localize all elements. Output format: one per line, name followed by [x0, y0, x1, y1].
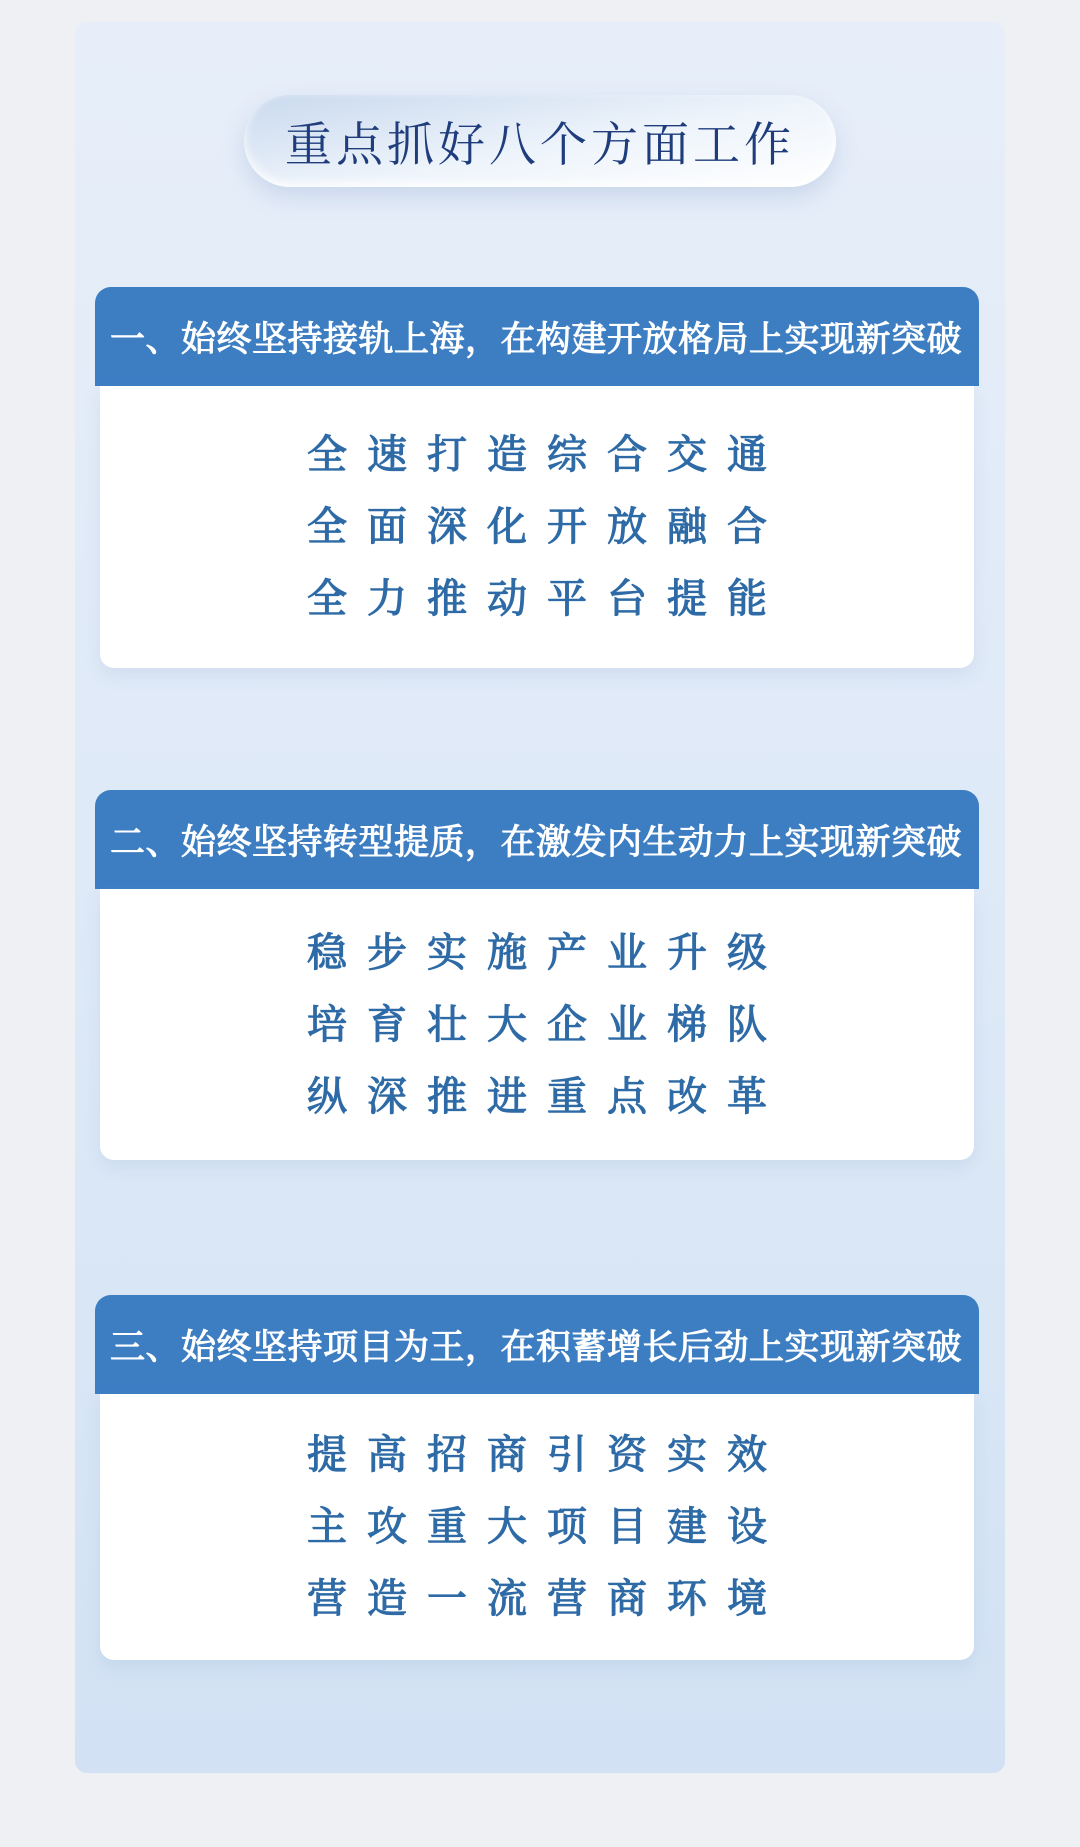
section-2-header	[95, 790, 979, 889]
page-title-pill	[244, 95, 836, 187]
section-3-header	[95, 1295, 979, 1394]
section-1-item-2: 全面深化开放融合	[307, 505, 787, 549]
section-2-item-2: 培育壮大企业梯队	[307, 1002, 787, 1047]
page-title: 重点抓好八个方面工作	[285, 117, 795, 173]
section-3-item-1: 提高招商引资实效	[307, 1433, 787, 1477]
section-3	[95, 1295, 979, 1660]
section-1-heading: 一、始终坚持接轨上海，在构建开放格局上实现新突破	[110, 319, 963, 359]
section-1-header	[95, 287, 979, 386]
section-3-heading: 三、始终坚持项目为王，在积蓄增长后劲上实现新突破	[110, 1327, 963, 1367]
section-2	[95, 790, 979, 1160]
section-3-item-2: 主攻重大项目建设	[307, 1505, 787, 1549]
section-1	[95, 287, 979, 668]
section-1-item-3: 全力推动平台提能	[307, 577, 787, 621]
section-1-item-1: 全速打造综合交通	[307, 433, 787, 477]
section-2-body	[100, 889, 974, 1160]
content-panel	[75, 22, 1005, 1773]
section-3-item-3: 营造一流营商环境	[307, 1577, 787, 1621]
section-2-item-1: 稳步实施产业升级	[307, 930, 787, 975]
section-1-body	[100, 386, 974, 668]
section-3-body	[100, 1394, 974, 1660]
section-2-item-3: 纵深推进重点改革	[307, 1074, 787, 1119]
section-2-heading: 二、始终坚持转型提质，在激发内生动力上实现新突破	[110, 822, 963, 862]
